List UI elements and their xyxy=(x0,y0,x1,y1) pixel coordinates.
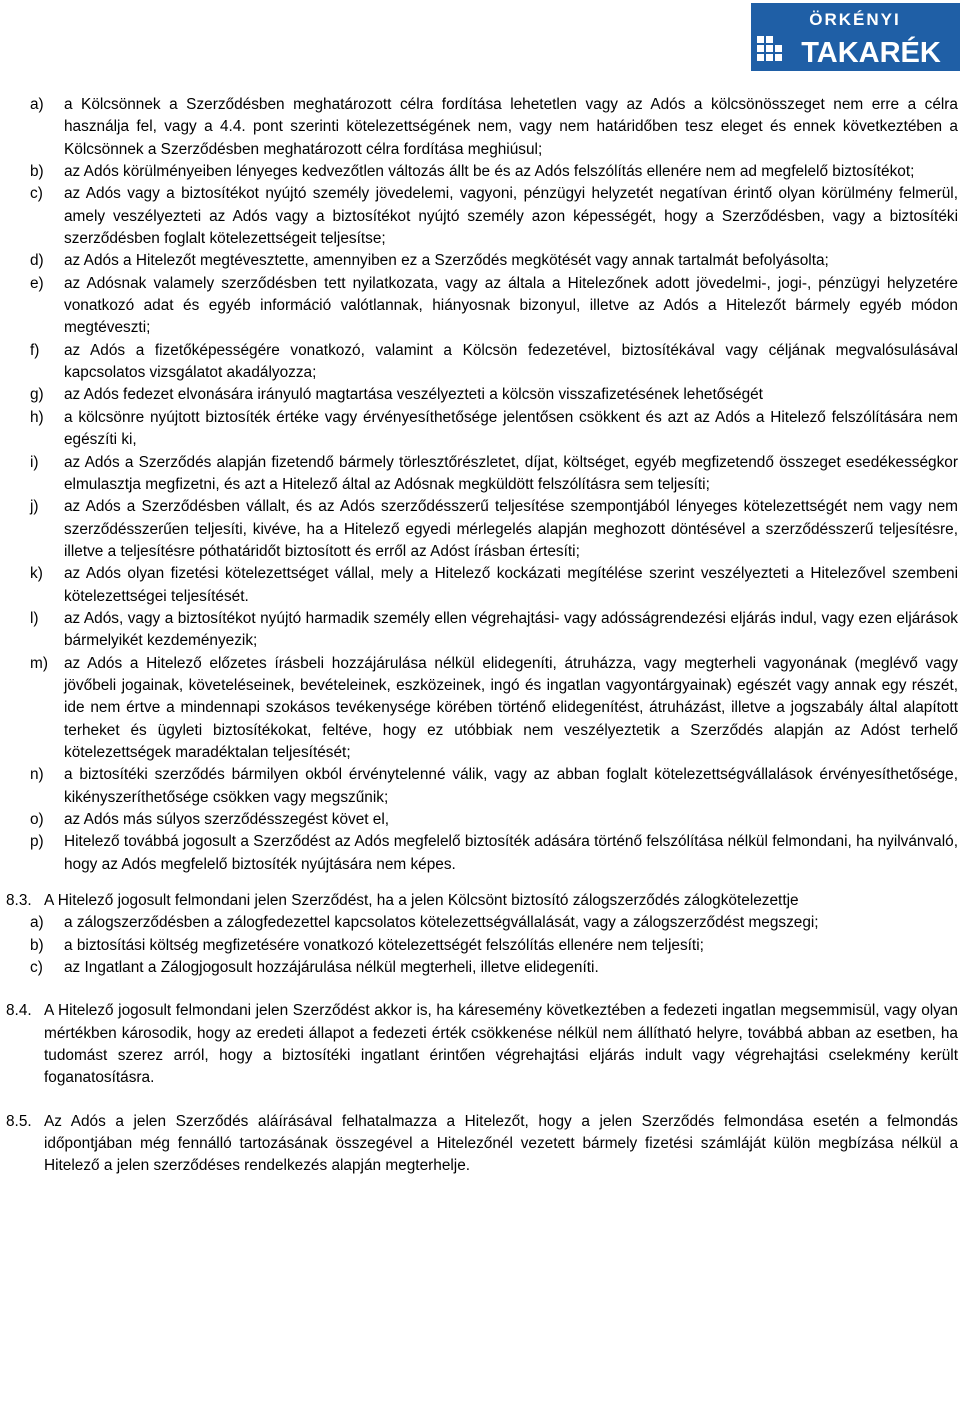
list-text: az Adós fedezet elvonására irányuló magtartása veszélyezteti a kölcsön visszafizetésének lehetőségét xyxy=(64,386,763,404)
list-item xyxy=(0,912,960,934)
list-text: az Adós olyan fizetési kötelezettséget vállal, mely a Hitelező kockázati megítélése szerint veszélyezteti a Hitelezővel szembeni kötelezettségei teljesítését. xyxy=(64,565,958,605)
list-marker: l) xyxy=(30,609,39,627)
list-item xyxy=(0,407,960,452)
list-text: az Adós a Szerződés alapján fizetendő bármely törlesztőrészletet, díjat, költséget, egyéb megfizetendő összeget esedékességkor elmulasztja megfizetni, és azt a Hitelező által az Adósnak megküldött felszólításra sem teljesíti; xyxy=(64,453,958,493)
list-text: a kölcsönre nyújtott biztosíték értéke vagy érvényesíthetősége jelentősen csökkent és azt az Adós a Hitelező felszólítására nem egészíti ki, xyxy=(64,408,958,449)
list-marker: c) xyxy=(30,959,43,977)
list-marker: k) xyxy=(30,565,43,583)
clause-8-3 xyxy=(0,890,960,912)
list-marker: h) xyxy=(30,408,44,426)
list-text: az Adós, vagy a biztosítékot nyújtó harmadik személy ellen végrehajtási- vagy adósságrendezési eljárás indul, vagy ezen eljárások bármelyikét kezdeményezik; xyxy=(64,609,958,650)
list-text: a Kölcsönnek a Szerződésben meghatározott célra fordítása lehetetlen vagy az Adós a kölcsönösszeget nem erre a célra használja fel, vagy a 4.4. pont szerinti kötelezettségének nem, vagy nem határidőben tesz eleget és ennek következtében a Kölcsönnek a Szerződésben meghatározott célra fordítása meghiúsul; xyxy=(64,96,958,158)
list-marker: n) xyxy=(30,766,44,784)
list-item xyxy=(0,452,960,497)
list-text: az Adósnak valamely szerződésben tett nyilatkozata, vagy az általa a Hitelezőnek adott jövedelmi-, jogi-, pénzügyi helyzetére vonatkozó adat és egyéb információ valótlannak, hiányosnak bizonyul, illetve az Adós a Hitelezőt bármely egyéb módon megtéveszti; xyxy=(64,274,958,337)
document-body xyxy=(0,94,960,1178)
list-text: az Adós a Szerződésben vállalt, és az Adós szerződésszerű teljesítése szempontjából lényeges kötelezettségét nem vagy nem szerződésszerűen teljesíti, kivéve, ha a Hitelező egyedi mérlegelés alapján meghozott döntésével a szerződésszerű teljesítésre, illetve a teljesítésre póthatáridőt biztosított és erről az Adóst írásban értesíti; xyxy=(64,498,958,560)
list-item xyxy=(0,340,960,385)
list-text: az Ingatlant a Zálogjogosult hozzájárulása nélkül megterheli, illetve elidegeníti. xyxy=(64,959,599,977)
list-item xyxy=(0,273,960,340)
orkenyi-takarek-logo xyxy=(751,3,960,71)
list-item xyxy=(0,183,960,250)
list-item xyxy=(0,496,960,563)
list-marker: i) xyxy=(30,453,39,471)
list-text: Hitelező továbbá jogosult a Szerződést az Adós megfelelő biztosíték adására történő felszólítása nélkül felmondani, ha nyilvánvaló, hogy az Adós megfelelő biztosíték nyújtására nem képes. xyxy=(64,833,958,873)
list-text: az Adós vagy a biztosítékot nyújtó személy jövedelemi, vagyoni, pénzügyi helyzetét negatívan érintő olyan körülmény felmerül, amely veszélyezteti az Adós vagy a biztosítékot nyújtó személy azon képességét, hogy a Szerződésben, vagy a biztosítéki szerződésben foglalt kötelezettségeit teljesítse; xyxy=(64,185,958,248)
list-text: a biztosítéki szerződés bármilyen okból érvénytelenné válik, vagy az abban foglalt kötelezettségvállalások érvényesíthetősége, kikényszeríthetősége csökken vagy megszűnik; xyxy=(64,766,958,806)
list-marker: a) xyxy=(30,96,44,113)
logo-line-1: ÖRKÉNYI xyxy=(809,10,901,29)
clause-8-3-items xyxy=(0,912,960,979)
list-marker: m) xyxy=(30,654,48,672)
list-marker: e) xyxy=(30,274,44,292)
clause-8-4 xyxy=(0,1000,960,1089)
list-marker: o) xyxy=(30,811,44,828)
list-item xyxy=(0,161,960,183)
logo-line-2: TAKARÉK xyxy=(801,37,941,69)
list-item xyxy=(0,653,960,765)
logo-graphic xyxy=(751,3,960,71)
list-text: az Adós a Hitelező előzetes írásbeli hozzájárulása nélkül elidegeníti, átruházza, vagy megterheli vagyonának (meglévő vagy jövőbeli jogainak, követeléseinek, bevételeinek, eszközeinek, ingó és ingatlan vagyontárgyainak) egészét vagy annak egy részét, ide nem értve a mindennapi szokásos tevékenysége körében történő elidegenítést, átruházást, illetve a jogszabály által alapított terheket és ügyleti biztosítékokat, feltéve, hogy ez utóbbiak nem veszélyeztetik a Szerződés alapján az Adóst terhelő kötelezettségek maradéktalan teljesítését; xyxy=(64,654,958,761)
list-text: a zálogszerződésben a zálogfedezettel kapcsolatos kötelezettségvállalását, vagy a zálogszerződést megszegi; xyxy=(64,914,819,932)
list-text: a biztosítási költség megfizetésére vonatkozó kötelezettségét felszólítás ellenére nem teljesíti; xyxy=(64,936,704,954)
list-marker: f) xyxy=(30,341,40,359)
termination-reasons-list xyxy=(0,94,960,876)
list-item xyxy=(0,809,960,831)
list-marker: d) xyxy=(30,252,44,270)
list-item xyxy=(0,935,960,957)
list-text: az Adós más súlyos szerződésszegést követ el, xyxy=(64,811,390,828)
list-item xyxy=(0,563,960,608)
clause-number: 8.4. xyxy=(6,1002,32,1020)
list-marker: p) xyxy=(30,833,44,851)
clause-8-5 xyxy=(0,1111,960,1178)
list-text: az Adós a Hitelezőt megtévesztette, amennyiben ez a Szerződés megkötését vagy annak tartalmát befolyásolta; xyxy=(64,252,829,270)
clause-number: 8.3. xyxy=(6,892,32,910)
list-item xyxy=(0,764,960,809)
list-marker: c) xyxy=(30,185,43,203)
clause-text: Az Adós a jelen Szerződés aláírásával felhatalmazza a Hitelezőt, hogy a jelen Szerződés felmondása esetén a felmondás időpontjában még fennálló tartozásának összegével a Hitelezőnél vezetett bármely fizetési számláját külön megbízása nélkül a Hitelező a jelen szerződéses rendelkezés alapján megterhelje. xyxy=(44,1112,958,1175)
list-text: az Adós a fizetőképességére vonatkozó, valamint a Kölcsön fedezetével, biztosítékával vagy céljának megvalósulásával kapcsolatos vizsgálatot akadályozza; xyxy=(64,341,958,382)
list-item xyxy=(0,250,960,272)
clause-text: A Hitelező jogosult felmondani jelen Szerződést akkor is, ha káresemény következtében a fedezeti ingatlan megsemmisül, vagy olyan mértékben károsodik, hogy az eredeti állapot a fedezeti érték csökkenése nélkül nem állítható helyre, továbbá abban az esetben, ha tudomást szerez arról, hogy a biztosítéki ingatlant érintően végrehajtási eljárás indult vagy végrehajtási cselekmény került foganatosításra. xyxy=(44,1002,958,1087)
list-item xyxy=(0,384,960,406)
list-item xyxy=(0,831,960,876)
list-text: az Adós körülményeiben lényeges kedvezőtlen változás állt be és az Adós felszólítás ellenére nem ad megfelelő biztosítékot; xyxy=(64,163,915,181)
list-marker: g) xyxy=(30,386,44,404)
list-item xyxy=(0,94,960,161)
clause-text: A Hitelező jogosult felmondani jelen Szerződést, ha a jelen Kölcsönt biztosító zálogszerződés zálogkötelezettje xyxy=(44,892,799,910)
list-item xyxy=(0,957,960,979)
list-marker: b) xyxy=(30,936,44,954)
list-marker: b) xyxy=(30,163,44,181)
list-marker: a) xyxy=(30,914,44,932)
list-item xyxy=(0,608,960,653)
list-marker: j) xyxy=(30,498,39,516)
clause-number: 8.5. xyxy=(6,1112,32,1130)
